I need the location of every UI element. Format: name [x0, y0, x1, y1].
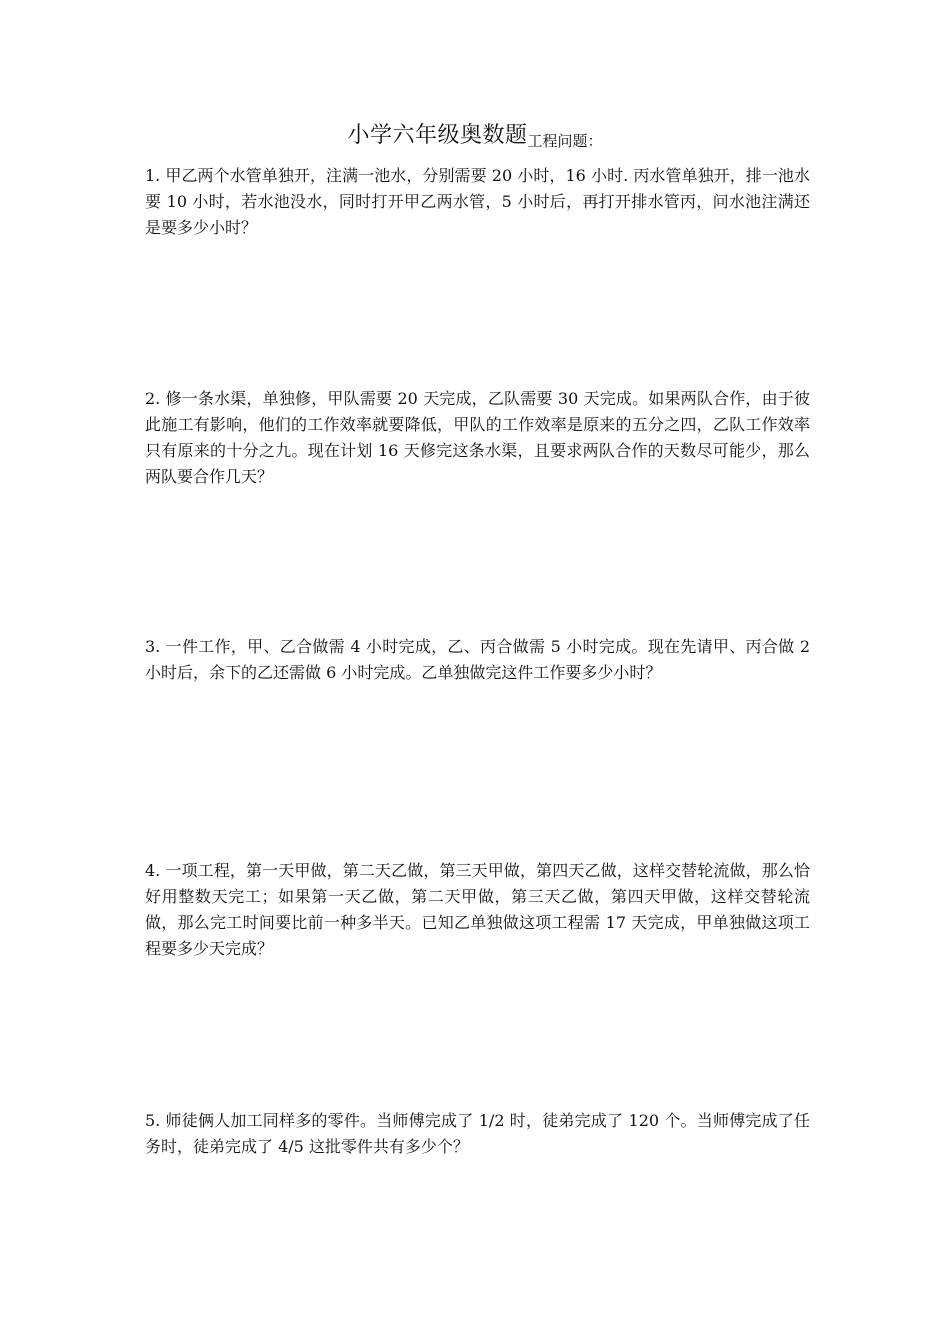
question-1: 1. 甲乙两个水管单独开，注满一池水，分别需要 20 小时，16 小时. 丙水管单独开，排一池水要 10 小时，若水池没水，同时打开甲乙两水管，5 小时后，再打开排水管丙，问水池注满还是要多少小时？ — [145, 166, 810, 237]
question-5: 5. 师徒俩人加工同样多的零件。当师傅完成了 1/2 时，徒弟完成了 120 个。当师傅完成了任务时，徒弟完成了 4/5 这批零件共有多少个？ — [145, 1111, 810, 1156]
page-title: 小学六年级奥数题 — [347, 123, 528, 148]
question-3: 3. 一件工作，甲、乙合做需 4 小时完成，乙、丙合做需 5 小时完成。现在先请甲、丙合做 2 小时后，余下的乙还需做 6 小时完成。乙单独做完这件工作要多少小时？ — [145, 637, 810, 682]
page-subtitle: 工程问题： — [527, 132, 603, 150]
question-2: 2. 修一条水渠，单独修，甲队需要 20 天完成，乙队需要 30 天完成。如果两队合作，由于彼此施工有影响，他们的工作效率就要降低，甲队的工作效率是原来的五分之四，乙队工作效率只有原来的十分之九。现在计划 16 天修完这条水渠，且要求两队合作的天数尽可能少，那么两队要合作几天？ — [145, 389, 810, 486]
title-line — [0, 118, 950, 149]
question-4: 4. 一项工程，第一天甲做，第二天乙做，第三天甲做，第四天乙做，这样交替轮流做，那么恰好用整数天完工；如果第一天乙做，第二天甲做，第三天乙做，第四天甲做，这样交替轮流做，那么完工时间要比前一种多半天。已知乙单独做这项工程需 17 天完成，甲单独做这项工程要多少天完成？ — [145, 861, 810, 958]
